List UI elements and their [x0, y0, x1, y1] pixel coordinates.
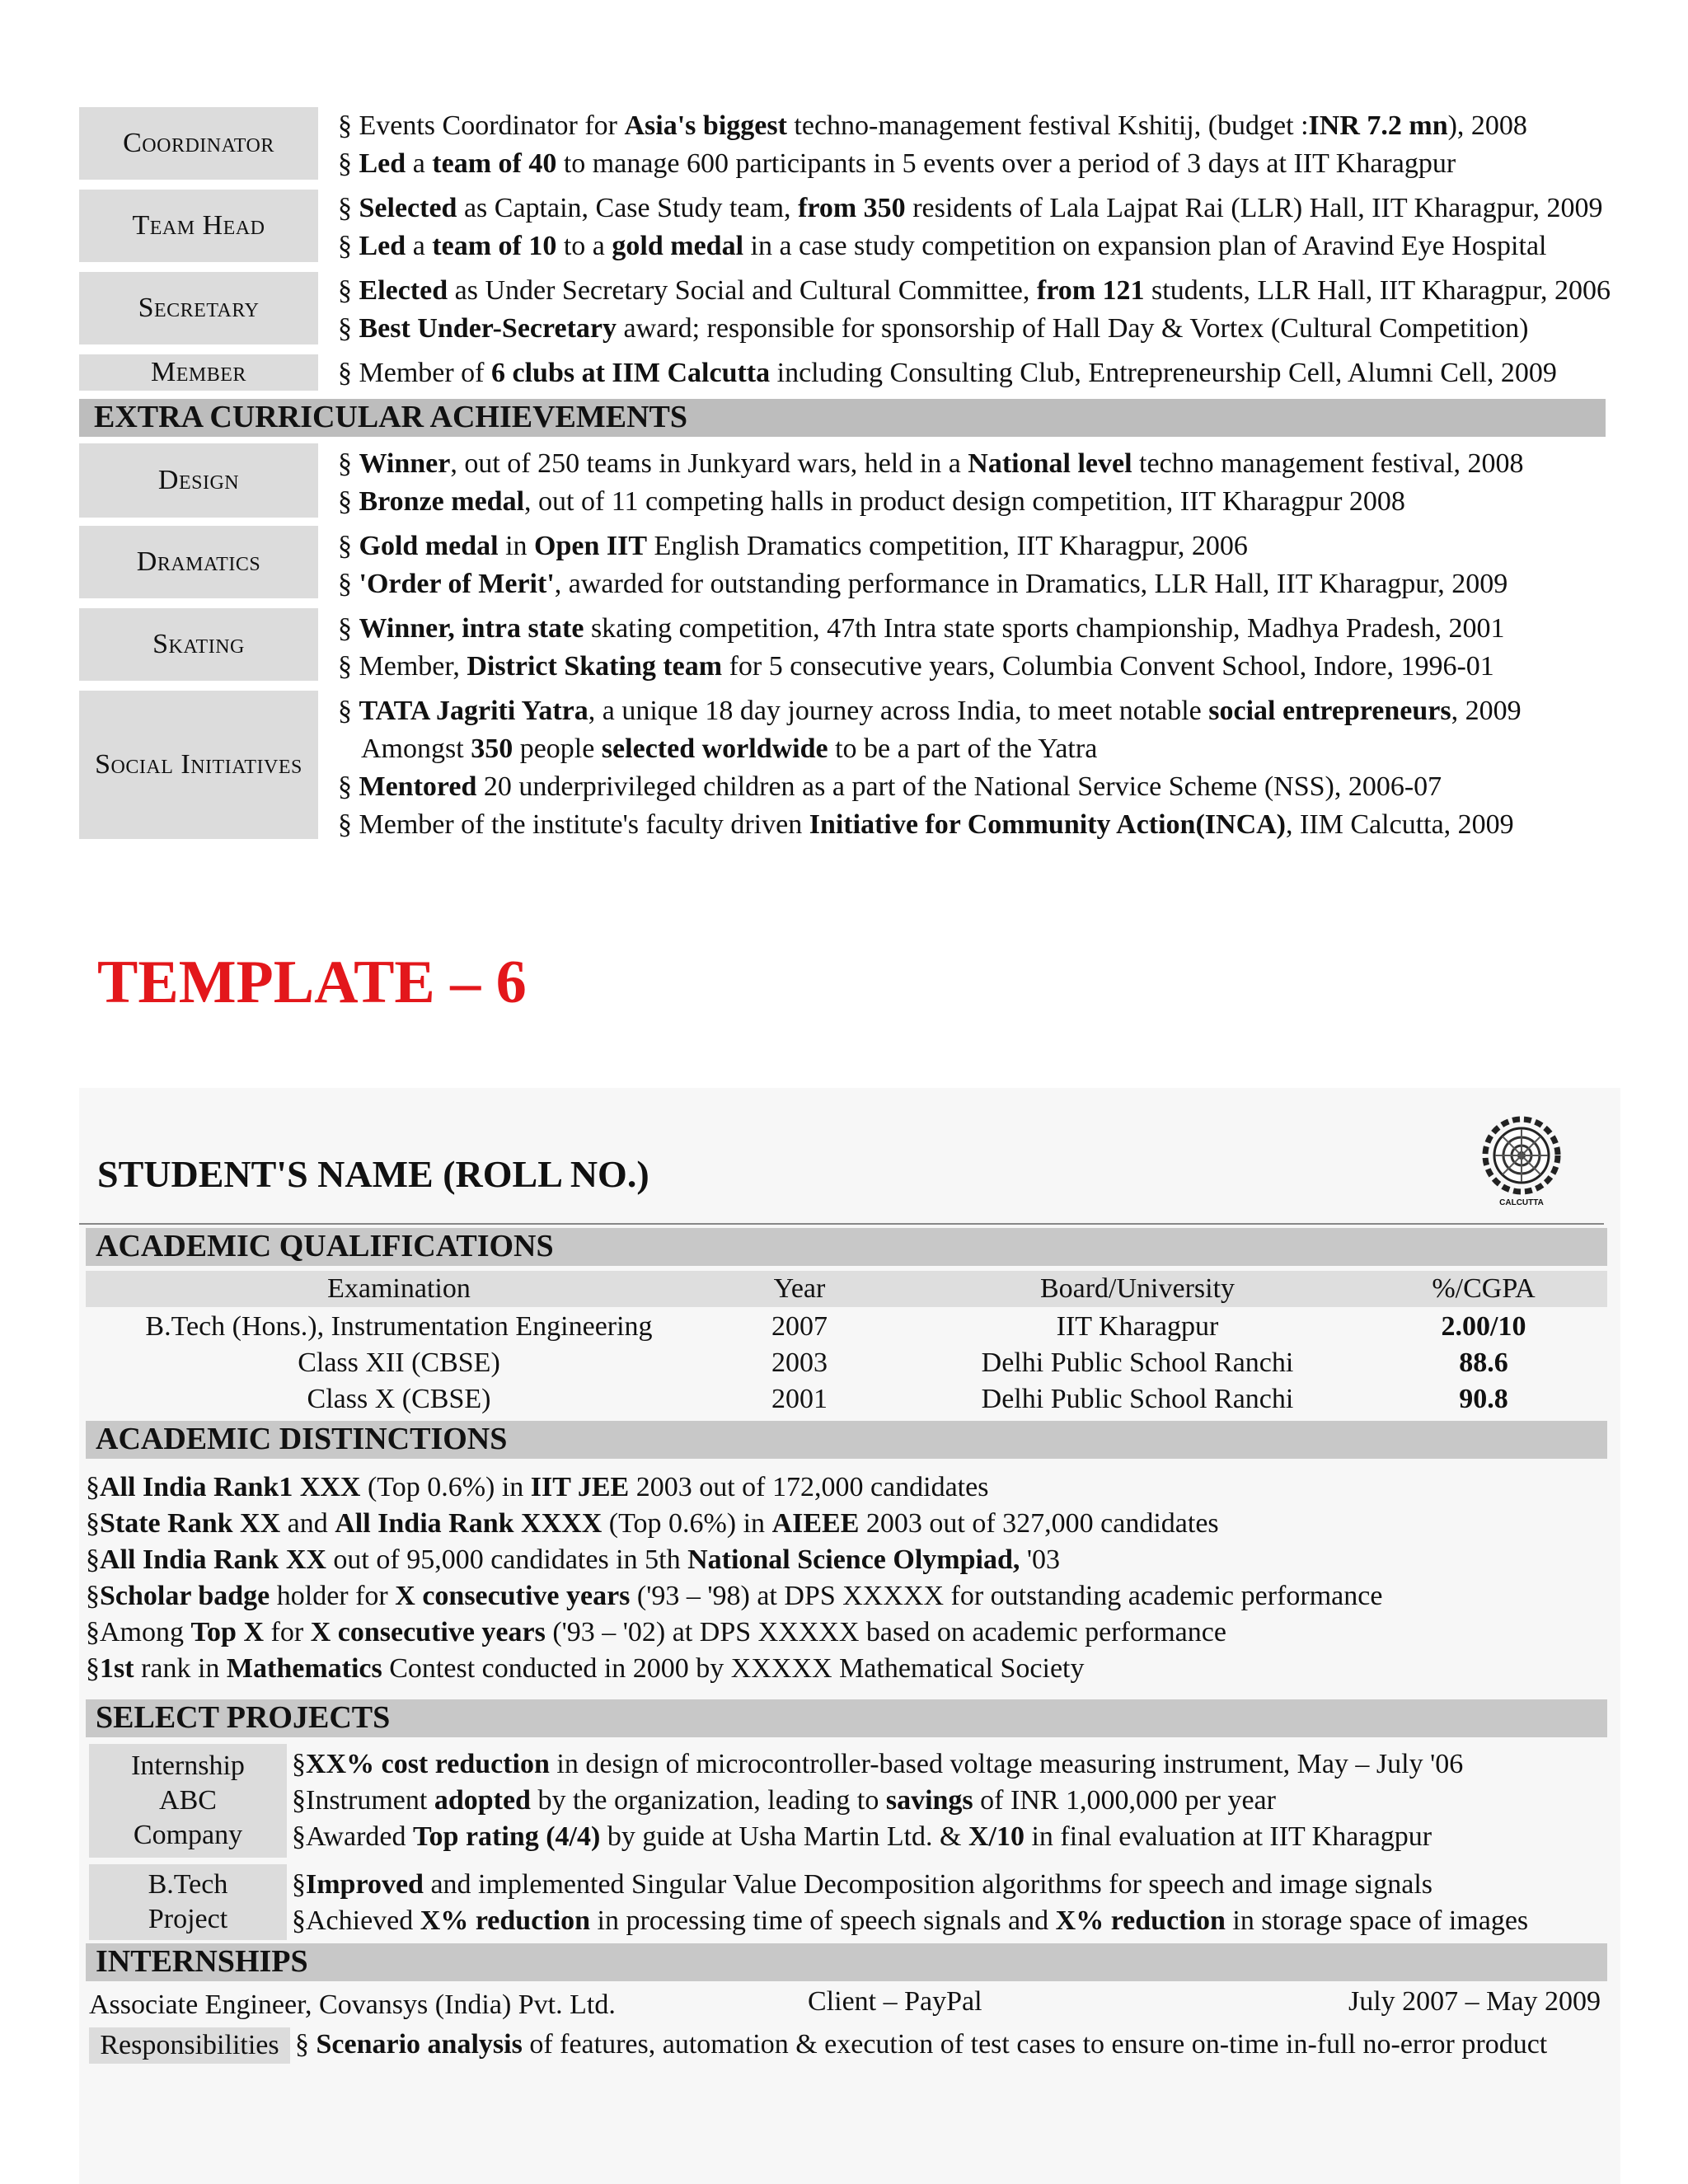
table-cell: 2001	[771, 1384, 828, 1414]
rich-line	[338, 648, 1494, 686]
section-header: EXTRA CURRICULAR ACHIEVEMENTS	[79, 399, 1606, 437]
bold-text: Mathematics	[226, 1653, 382, 1684]
text-run: residents of Lala Lajpat Rai (LLR) Hall, IIT Kharagpur, 2009	[905, 193, 1603, 223]
bold-text: Top rating (4/4)	[413, 1821, 601, 1852]
bold-text: National Science Olympiad,	[687, 1544, 1027, 1575]
section-header: SELECT PROJECTS	[86, 1699, 1607, 1737]
project-label: B.Tech Project	[89, 1864, 287, 1940]
role-label: Skating	[79, 608, 318, 681]
rich-line	[292, 1818, 1432, 1856]
bold-text: Scenario analysis	[316, 2029, 523, 2060]
rich-line	[338, 107, 1527, 145]
bold-text: National level	[968, 448, 1132, 479]
bullet-glyph: §	[86, 1653, 100, 1684]
bullet-glyph: §	[292, 1821, 306, 1852]
bold-text: All India Rank XX	[100, 1544, 326, 1575]
text-run: Member of	[359, 358, 492, 388]
bold-text: 'Order of Merit'	[359, 569, 555, 599]
bold-text: team of 10	[432, 231, 557, 261]
text-run: in final evaluation at IIT Kharagpur	[1024, 1821, 1432, 1852]
text-run: people	[513, 733, 602, 764]
text-run: skating competition, 47th Intra state sports championship, Madhya Pradesh, 2001	[584, 613, 1505, 644]
rich-line	[338, 145, 1456, 183]
bold-text: Improved	[306, 1869, 424, 1900]
rich-line	[338, 692, 1522, 730]
role-label: Member	[79, 354, 318, 391]
template-title: TEMPLATE – 6	[97, 949, 527, 1016]
text-run: students, LLR Hall, IIT Kharagpur, 2006	[1144, 275, 1611, 306]
column-header: Board/University	[1039, 1273, 1236, 1304]
bullet-glyph: §	[338, 448, 359, 479]
rich-line	[86, 1650, 1084, 1688]
bullet-glyph: §	[295, 2029, 316, 2060]
bold-text: 350	[471, 733, 513, 764]
institute-logo	[1472, 1113, 1571, 1212]
bold-text: Elected	[359, 275, 448, 306]
section-header: ACADEMIC DISTINCTIONS	[86, 1421, 1607, 1459]
text-run: (Top 0.6%) in	[602, 1508, 772, 1539]
text-run: Amongst	[361, 733, 471, 764]
rich-line	[338, 445, 1523, 483]
role-label: Design	[79, 443, 318, 518]
bullet-glyph: §	[338, 696, 359, 726]
table-cell: 2003	[771, 1347, 828, 1378]
text-run: 20 underprivileged children as a part of the National Service Scheme (NSS), 2006-07	[476, 771, 1442, 802]
bullet-glyph: §	[338, 771, 359, 802]
bold-text: X% reduction	[1055, 1905, 1226, 1936]
text-run: Instrument	[306, 1785, 434, 1816]
student-name: STUDENT'S NAME (ROLL NO.)	[97, 1153, 649, 1195]
bullet-glyph: §	[292, 1749, 306, 1779]
role-label: Coordinator	[79, 107, 318, 180]
rich-line	[338, 565, 1507, 603]
bold-text: XX% cost reduction	[306, 1749, 550, 1779]
text-run: Events Coordinator for	[359, 110, 625, 141]
institute-logo-icon	[1472, 1113, 1571, 1212]
text-run: Among	[100, 1617, 191, 1647]
bold-text: Open IIT	[534, 531, 648, 561]
text-run: ('93 – '98) at DPS XXXXX for outstanding academic performance	[630, 1581, 1383, 1611]
text-run: 2003 out of 172,000 candidates	[629, 1472, 989, 1502]
table-cell: Delhi Public School Ranchi	[981, 1347, 1294, 1378]
rich-line	[292, 1866, 1432, 1904]
text-run: ('93 – '02) at DPS XXXXX based on academic performance	[545, 1617, 1226, 1647]
logo-text: CALCUTTA	[1499, 1198, 1544, 1207]
rich-line	[338, 806, 1514, 844]
text-run: , out of 11 competing halls in product design competition, IIT Kharagpur 2008	[524, 486, 1405, 517]
project-label: Internship ABC Company	[89, 1744, 287, 1858]
text-run: English Dramatics competition, IIT Kharagpur, 2006	[647, 531, 1248, 561]
rich-line	[338, 483, 1405, 521]
text-run: by guide at Usha Martin Ltd. &	[600, 1821, 968, 1852]
text-run: '03	[1026, 1544, 1061, 1575]
text-run: , a unique 18 day journey across India, to meet notable	[588, 696, 1209, 726]
rich-line	[338, 272, 1611, 310]
bold-text: Top X	[190, 1617, 265, 1647]
bullet-glyph: §	[338, 275, 359, 306]
section-header: INTERNSHIPS	[86, 1943, 1607, 1981]
text-run: (Top 0.6%) in	[360, 1472, 531, 1502]
internship-role: Associate Engineer, Covansys (India) Pvt. Ltd.	[89, 1990, 616, 2020]
text-run: and implemented Singular Value Decomposition algorithms for speech and image signals	[423, 1869, 1433, 1900]
table-cell: Delhi Public School Ranchi	[981, 1384, 1294, 1414]
rich-line	[292, 1902, 1528, 1940]
column-header: Year	[773, 1273, 826, 1304]
bold-text: savings	[885, 1785, 973, 1816]
bullet-glyph: §	[338, 231, 359, 261]
rich-line	[86, 1541, 1060, 1579]
text-run: award; responsible for sponsorship of Hall Day & Vortex (Cultural Competition)	[617, 313, 1529, 344]
bold-text: District Skating team	[467, 651, 723, 682]
bold-text: Led	[359, 148, 406, 179]
bold-text: Best Under-Secretary	[359, 313, 617, 344]
text-run: Awarded	[306, 1821, 413, 1852]
bullet-glyph: §	[86, 1508, 100, 1539]
rich-line	[295, 2026, 1547, 2064]
bold-text: team of 40	[432, 148, 557, 179]
text-run: holder for	[270, 1581, 396, 1611]
bullet-glyph: §	[86, 1472, 100, 1502]
bold-text: X/10	[968, 1821, 1025, 1852]
text-run: Contest conducted in 2000 by XXXXX Mathematical Society	[382, 1653, 1085, 1684]
bold-text: gold medal	[612, 231, 744, 261]
text-run: rank in	[134, 1653, 227, 1684]
text-run: out of 95,000 candidates in 5th	[326, 1544, 688, 1575]
bullet-glyph: §	[338, 486, 359, 517]
bullet-glyph: §	[86, 1544, 100, 1575]
text-run: , awarded for outstanding performance in Dramatics, LLR Hall, IIT Kharagpur, 2009	[554, 569, 1508, 599]
text-run: as Captain, Case Study team,	[457, 193, 799, 223]
rich-line	[292, 1782, 1276, 1820]
bold-text: AIEEE	[771, 1508, 860, 1539]
text-run: , IIM Calcutta, 2009	[1286, 809, 1514, 840]
text-run: for	[264, 1617, 311, 1647]
text-run: by the organization, leading to	[530, 1785, 886, 1816]
text-run: Member of the institute's faculty driven	[359, 809, 809, 840]
bold-text: Gold medal	[359, 531, 499, 561]
text-run: in a case study competition on expansion plan of Aravind Eye Hospital	[743, 231, 1547, 261]
text-run: to a	[556, 231, 612, 261]
bold-text: 6 clubs at IIM Calcutta	[491, 358, 771, 388]
bold-text: from 121	[1036, 275, 1145, 306]
column-header: Examination	[327, 1273, 471, 1304]
rich-line	[86, 1469, 988, 1507]
text-run: techno management festival, 2008	[1132, 448, 1524, 479]
bullet-glyph: §	[86, 1617, 100, 1647]
bold-text: State Rank XX	[100, 1508, 281, 1539]
bold-text: INR 7.2 mn	[1308, 110, 1448, 141]
text-run: , out of 250 teams in Junkyard wars, held in a	[450, 448, 968, 479]
bold-text: X consecutive years	[395, 1581, 631, 1611]
text-run: including Consulting Club, Entrepreneurship Cell, Alumni Cell, 2009	[770, 358, 1557, 388]
bullet-glyph: §	[338, 651, 359, 682]
text-run: ), 2008	[1447, 110, 1527, 141]
bullet-glyph: §	[338, 313, 359, 344]
text-run: a	[406, 148, 433, 179]
rich-line	[338, 768, 1442, 806]
bold-text: selected worldwide	[601, 733, 828, 764]
bullet-glyph: §	[292, 1869, 306, 1900]
table-cell: 90.8	[1459, 1384, 1508, 1414]
column-header: %/CGPA	[1432, 1273, 1536, 1304]
table-cell: 2.00/10	[1441, 1311, 1526, 1342]
header-rule	[79, 1223, 1604, 1225]
rich-line	[292, 1746, 1463, 1783]
bullet-glyph: §	[338, 613, 359, 644]
role-label: Social Initiatives	[79, 691, 318, 839]
rich-line	[338, 227, 1546, 265]
bold-text: Led	[359, 231, 406, 261]
text-run: and	[280, 1508, 335, 1539]
table-cell: Class X (CBSE)	[307, 1384, 491, 1414]
bold-text: adopted	[434, 1785, 531, 1816]
text-run: Member,	[359, 651, 467, 682]
bold-text: Mentored	[359, 771, 477, 802]
role-label: Team Head	[79, 190, 318, 262]
bold-text: social entrepreneurs	[1208, 696, 1451, 726]
text-run: in processing time of speech signals and	[590, 1905, 1056, 1936]
text-run: Achieved	[306, 1905, 420, 1936]
bold-text: 1st	[100, 1653, 134, 1684]
bullet-glyph: §	[292, 1905, 306, 1936]
text-run: a	[406, 231, 433, 261]
text-run: , 2009	[1451, 696, 1522, 726]
text-run: to manage 600 participants in 5 events over a period of 3 days at IIT Kharagpur	[556, 148, 1456, 179]
bold-text: IIT JEE	[530, 1472, 630, 1502]
bullet-glyph: §	[338, 809, 359, 840]
rich-line	[86, 1505, 1219, 1543]
responsibilities-label: Responsibilities	[89, 2027, 290, 2064]
internship-client: Client – PayPal	[808, 1986, 982, 2017]
text-run: for 5 consecutive years, Columbia Convent School, Indore, 1996-01	[722, 651, 1494, 682]
bold-text: All India Rank XXXX	[335, 1508, 603, 1539]
rich-line	[338, 610, 1505, 648]
bold-text: Winner	[359, 448, 451, 479]
rich-line	[86, 1577, 1382, 1615]
role-label: Secretary	[79, 272, 318, 344]
text-run: 2003 out of 327,000 candidates	[859, 1508, 1219, 1539]
rich-line	[338, 190, 1603, 227]
bullet-glyph: §	[338, 569, 359, 599]
bullet-glyph: §	[86, 1581, 100, 1611]
text-run: techno-management festival Kshitij, (budget :	[786, 110, 1309, 141]
bold-text: TATA Jagriti Yatra	[359, 696, 588, 726]
bold-text: Asia's biggest	[624, 110, 787, 141]
text-run: in design of microcontroller-based voltage measuring instrument, May – July '06	[549, 1749, 1464, 1779]
rich-line	[86, 1614, 1226, 1652]
internship-dates: July 2007 – May 2009	[1348, 1986, 1601, 2017]
bullet-glyph: §	[338, 193, 359, 223]
text-run: in	[498, 531, 535, 561]
bold-text: Scholar badge	[100, 1581, 270, 1611]
text-run: as Under Secretary Social and Cultural Committee,	[448, 275, 1037, 306]
table-cell: Class XII (CBSE)	[298, 1347, 500, 1378]
bold-text: X consecutive years	[310, 1617, 546, 1647]
bold-text: Winner, intra state	[359, 613, 584, 644]
text-run: in storage space of images	[1225, 1905, 1529, 1936]
table-cell: 88.6	[1459, 1347, 1508, 1378]
rich-line	[338, 310, 1528, 348]
text-run: of INR 1,000,000 per year	[973, 1785, 1276, 1816]
bullet-glyph: §	[292, 1785, 306, 1816]
bullet-glyph: §	[338, 148, 359, 179]
bold-text: Bronze medal	[359, 486, 525, 517]
rich-line	[338, 354, 1557, 392]
text-run: to be a part of the Yatra	[828, 733, 1098, 764]
bold-text: All India Rank1 XXX	[100, 1472, 361, 1502]
section-header: ACADEMIC QUALIFICATIONS	[86, 1228, 1607, 1266]
bold-text: Initiative for Community Action(INCA)	[809, 809, 1287, 840]
rich-line	[361, 730, 1097, 768]
bullet-glyph: §	[338, 110, 359, 141]
table-cell: B.Tech (Hons.), Instrumentation Engineering	[145, 1311, 653, 1342]
table-cell: IIT Kharagpur	[1056, 1311, 1219, 1342]
bullet-glyph: §	[338, 531, 359, 561]
bold-text: X% reduction	[420, 1905, 590, 1936]
bold-text: Selected	[359, 193, 457, 223]
bold-text: from 350	[798, 193, 906, 223]
text-run: of features, automation & execution of test cases to ensure on-time in-full no-error product	[522, 2029, 1548, 2060]
rich-line	[338, 527, 1248, 565]
table-cell: 2007	[771, 1311, 828, 1342]
role-label: Dramatics	[79, 526, 318, 598]
bullet-glyph: §	[338, 358, 359, 388]
